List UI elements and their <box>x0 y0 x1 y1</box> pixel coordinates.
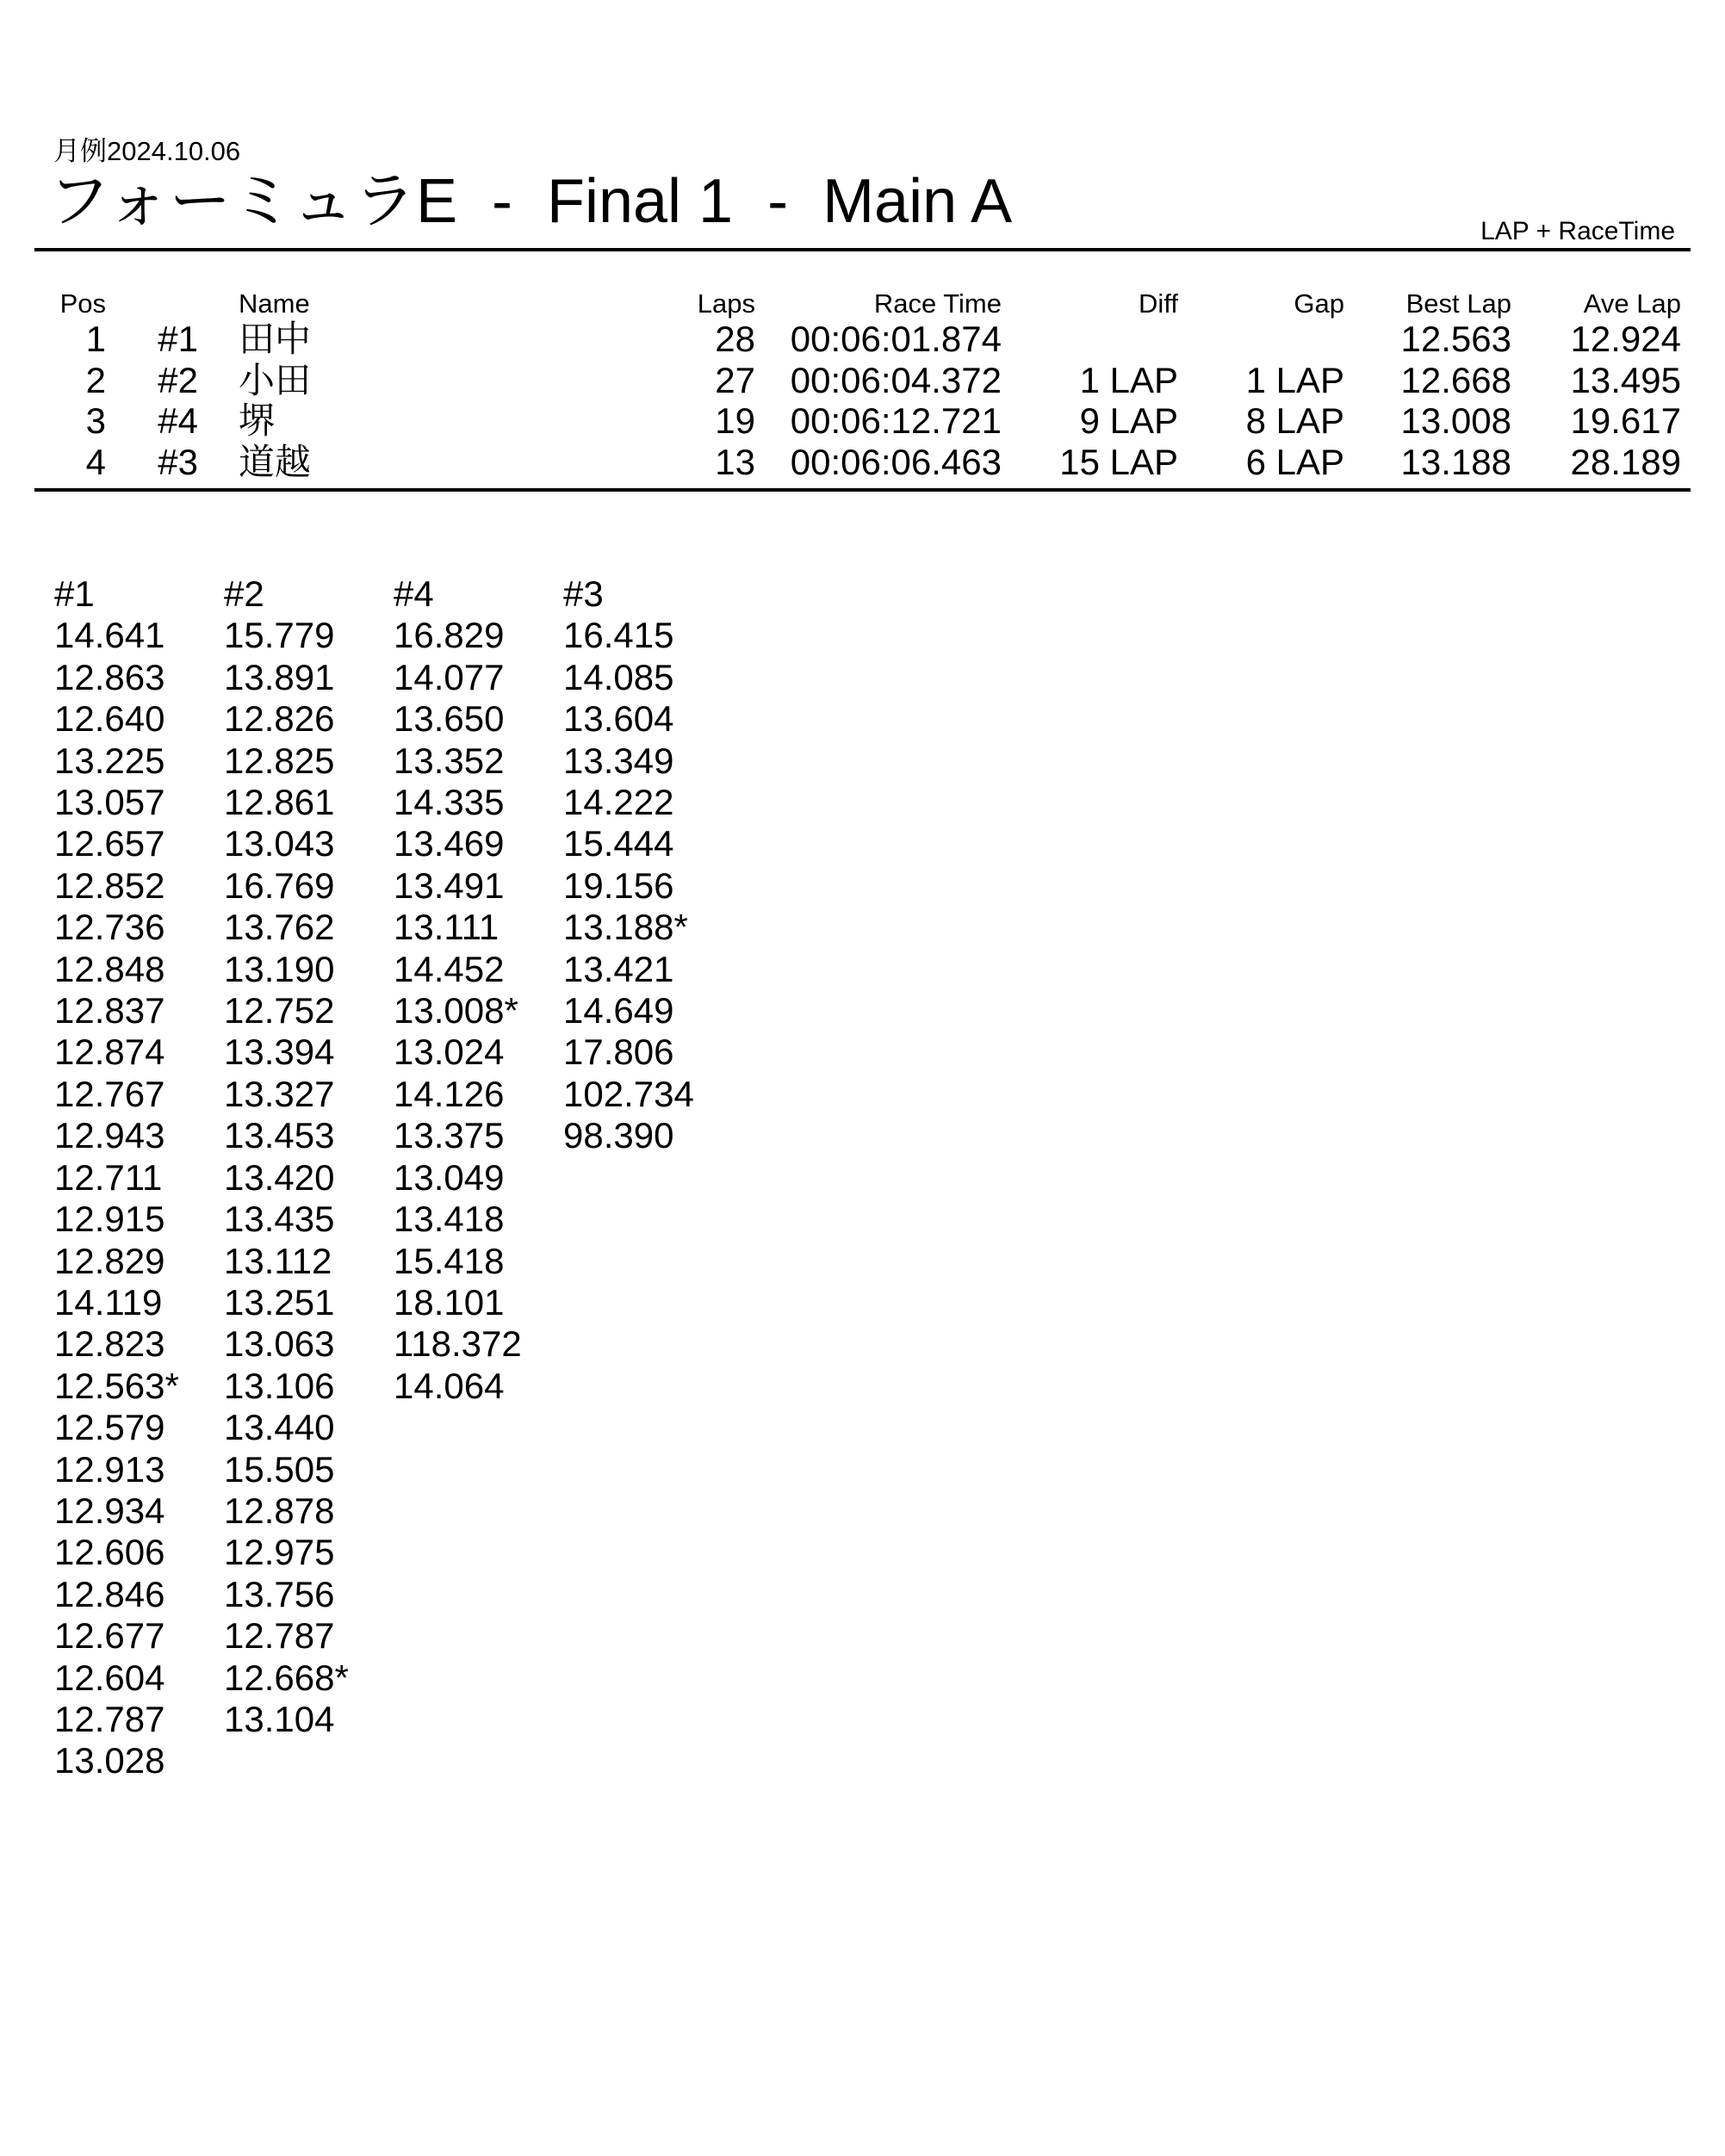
divider-results-bottom <box>34 488 1691 492</box>
lap-time: 13.491 <box>394 864 505 906</box>
lap-time: 14.222 <box>563 782 674 823</box>
lap-time: 13.418 <box>394 1199 505 1240</box>
lap-time: 13.111 <box>394 907 500 948</box>
cell-diff: 9 LAP <box>1079 400 1178 441</box>
cell-name: 堺 <box>239 400 276 441</box>
lap-time: 15.444 <box>563 823 674 864</box>
lap-time: 13.104 <box>224 1698 335 1739</box>
cell-laps: 13 <box>715 441 755 482</box>
lap-time: 13.063 <box>224 1323 335 1365</box>
lap-time: 14.126 <box>394 1073 505 1114</box>
lap-time: 12.640 <box>54 698 165 740</box>
cell-laps: 27 <box>715 359 755 400</box>
lap-time: 12.874 <box>54 1032 165 1073</box>
cell-best-lap: 13.188 <box>1400 441 1511 482</box>
lap-time: 13.891 <box>224 656 335 697</box>
cell-gap <box>1178 319 1344 360</box>
cell-best-lap: 12.563 <box>1400 319 1511 359</box>
lap-time: 12.837 <box>54 990 165 1032</box>
lap-time: 13.604 <box>563 698 674 740</box>
lap-time: 13.049 <box>394 1156 505 1198</box>
lap-time: 12.934 <box>54 1490 165 1531</box>
lap-time: 12.913 <box>54 1448 165 1490</box>
lap-time: 19.156 <box>563 864 674 906</box>
results-row <box>34 400 1681 442</box>
cell-gap: 8 LAP <box>1245 400 1344 441</box>
lap-time: 13.762 <box>224 907 335 948</box>
lap-column-header: #1 <box>54 573 95 614</box>
lap-time: 12.657 <box>54 823 165 864</box>
cell-ave-lap: 28.189 <box>1570 441 1681 482</box>
page-title: フォーミュラE - Final 1 - Main A <box>48 167 1013 236</box>
cell-ave-lap: 19.617 <box>1570 400 1681 441</box>
cell-race-time: 00:06:06.463 <box>790 441 1002 482</box>
col-header-race-time: Race Time <box>873 288 1002 319</box>
lap-time: 13.225 <box>54 740 165 781</box>
lap-time: 12.787 <box>54 1698 165 1739</box>
lap-time: 13.650 <box>394 698 505 740</box>
lap-time: 98.390 <box>563 1115 674 1156</box>
cell-car: #2 <box>158 359 198 400</box>
lap-time: 13.251 <box>224 1281 335 1323</box>
lap-time: 13.106 <box>224 1365 335 1406</box>
cell-name: 田中 <box>239 319 312 359</box>
lap-time: 12.767 <box>54 1073 165 1114</box>
lap-time: 14.085 <box>563 656 674 697</box>
lap-time: 12.787 <box>224 1615 335 1657</box>
col-header-laps: Laps <box>697 288 755 319</box>
lap-time: 13.028 <box>54 1740 165 1781</box>
lap-time: 12.604 <box>54 1657 165 1698</box>
lap-column-header: #4 <box>394 573 434 614</box>
results-body <box>34 319 1681 482</box>
cell-diff <box>1002 319 1178 360</box>
cell-pos: 3 <box>85 400 106 441</box>
lap-time: 12.579 <box>54 1407 165 1448</box>
cell-pos: 2 <box>85 359 106 400</box>
cell-diff: 15 LAP <box>1059 441 1178 482</box>
lap-time: 12.848 <box>54 948 165 989</box>
cell-race-time: 00:06:01.874 <box>790 319 1002 359</box>
lap-time: 12.752 <box>224 990 335 1032</box>
lap-time: 12.975 <box>224 1532 335 1573</box>
lap-time: 12.846 <box>54 1573 165 1614</box>
cell-gap: 1 LAP <box>1245 359 1344 400</box>
lap-time: 12.668* <box>224 1657 349 1698</box>
cell-name: 道越 <box>239 441 312 482</box>
lap-time: 13.057 <box>54 782 165 823</box>
results-header-row <box>34 289 1681 319</box>
lap-time: 13.453 <box>224 1115 335 1156</box>
lap-time: 15.779 <box>224 615 335 656</box>
cell-ave-lap: 12.924 <box>1570 319 1681 359</box>
lap-column <box>394 573 563 1782</box>
cell-car: #1 <box>158 319 198 359</box>
lap-time: 17.806 <box>563 1032 674 1073</box>
cell-laps: 19 <box>715 400 755 441</box>
lap-time: 14.064 <box>394 1365 505 1406</box>
lap-time: 13.375 <box>394 1115 505 1156</box>
lap-time: 13.394 <box>224 1032 335 1073</box>
scoring-mode-label: LAP + RaceTime <box>1480 217 1675 245</box>
cell-car: #4 <box>158 400 198 441</box>
lap-column-header: #2 <box>224 573 264 614</box>
lap-time: 12.677 <box>54 1615 165 1657</box>
lap-time: 12.915 <box>54 1199 165 1240</box>
lap-time: 13.008* <box>394 990 518 1032</box>
lap-time: 13.188* <box>563 907 688 948</box>
col-header-best-lap: Best Lap <box>1405 288 1511 319</box>
lap-time: 118.372 <box>394 1323 522 1365</box>
lap-time: 13.043 <box>224 823 335 864</box>
cell-pos: 1 <box>85 319 106 359</box>
lap-time: 12.606 <box>54 1532 165 1573</box>
cell-car: #3 <box>158 441 198 482</box>
lap-time: 13.420 <box>224 1156 335 1198</box>
lap-time: 13.190 <box>224 948 335 989</box>
lap-time: 13.440 <box>224 1407 335 1448</box>
lap-time: 12.863 <box>54 656 165 697</box>
lap-chart <box>54 573 733 1782</box>
divider-top <box>34 248 1691 251</box>
lap-time: 12.943 <box>54 1115 165 1156</box>
col-header-diff: Diff <box>1139 288 1178 319</box>
lap-time: 12.825 <box>224 740 335 781</box>
lap-time: 13.469 <box>394 823 505 864</box>
lap-column <box>54 573 224 1782</box>
cell-best-lap: 13.008 <box>1400 400 1511 441</box>
lap-time: 14.335 <box>394 782 505 823</box>
lap-time: 13.327 <box>224 1073 335 1114</box>
lap-time: 15.418 <box>394 1240 505 1281</box>
event-date: 月例2024.10.06 <box>53 136 241 166</box>
cell-gap: 6 LAP <box>1245 441 1344 482</box>
lap-time: 12.878 <box>224 1490 335 1531</box>
results-row <box>34 360 1681 401</box>
lap-time: 12.861 <box>224 782 335 823</box>
lap-time: 13.756 <box>224 1573 335 1614</box>
results-row <box>34 319 1681 360</box>
lap-time: 18.101 <box>394 1281 505 1323</box>
col-header-name: Name <box>239 288 310 319</box>
lap-time: 16.415 <box>563 615 674 656</box>
lap-time: 12.823 <box>54 1323 165 1365</box>
lap-time: 102.734 <box>563 1073 694 1114</box>
lap-time: 12.563* <box>54 1365 179 1406</box>
lap-time: 12.826 <box>224 698 335 740</box>
lap-time: 16.829 <box>394 615 505 656</box>
lap-column <box>563 573 733 1782</box>
lap-time: 13.435 <box>224 1199 335 1240</box>
cell-ave-lap: 13.495 <box>1570 359 1681 400</box>
col-header-pos: Pos <box>59 288 106 319</box>
lap-time: 16.769 <box>224 864 335 906</box>
lap-time: 12.829 <box>54 1240 165 1281</box>
results-table <box>34 289 1681 482</box>
cell-diff: 1 LAP <box>1079 359 1178 400</box>
results-row <box>34 442 1681 483</box>
cell-race-time: 00:06:04.372 <box>790 359 1002 400</box>
lap-time: 13.349 <box>563 740 674 781</box>
lap-time: 14.649 <box>563 990 674 1032</box>
cell-pos: 4 <box>85 441 106 482</box>
lap-time: 14.452 <box>394 948 505 989</box>
col-header-gap: Gap <box>1294 288 1344 319</box>
col-header-car <box>106 289 207 319</box>
cell-name: 小田 <box>239 359 312 400</box>
lap-time: 13.112 <box>224 1240 332 1281</box>
lap-time: 12.852 <box>54 864 165 906</box>
lap-column-header: #3 <box>563 573 604 614</box>
lap-time: 12.711 <box>54 1156 163 1198</box>
lap-time: 14.641 <box>54 615 165 656</box>
lap-column <box>224 573 394 1782</box>
cell-race-time: 00:06:12.721 <box>790 400 1002 441</box>
cell-best-lap: 12.668 <box>1400 359 1511 400</box>
lap-time: 13.024 <box>394 1032 505 1073</box>
lap-time: 13.421 <box>563 948 674 989</box>
lap-time: 12.736 <box>54 907 165 948</box>
lap-time: 13.352 <box>394 740 505 781</box>
cell-laps: 28 <box>715 319 755 359</box>
lap-time: 14.119 <box>54 1281 163 1323</box>
col-header-ave-lap: Ave Lap <box>1583 288 1681 319</box>
lap-time: 15.505 <box>224 1448 335 1490</box>
lap-time: 14.077 <box>394 656 505 697</box>
